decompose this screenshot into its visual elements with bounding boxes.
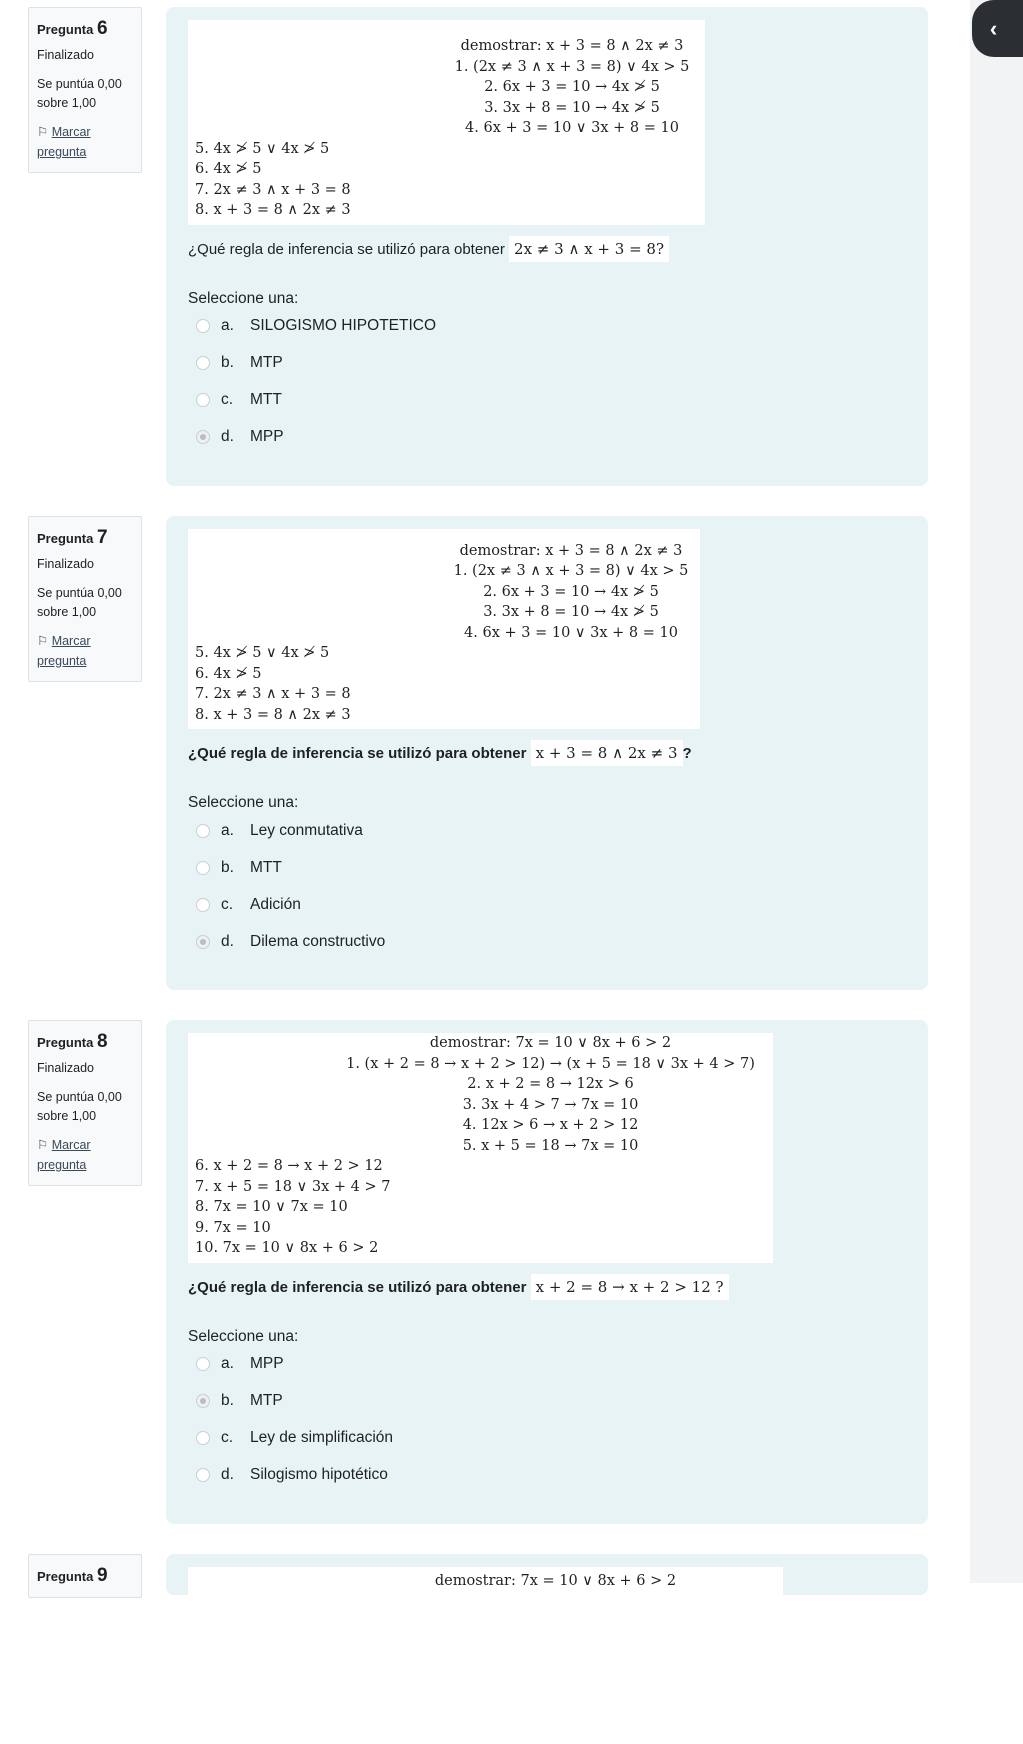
question-number-value: 6	[96, 18, 108, 39]
option-letter: d.	[221, 932, 234, 950]
proof-line: 2. 6x + 3 = 10 → 4x ≯ 5	[483, 583, 659, 600]
option-letter: c.	[221, 1429, 234, 1446]
question-grade	[37, 1088, 133, 1126]
prompt-text: ¿Qué regla de inferencia se utilizó para obtener	[188, 745, 531, 762]
question-content	[166, 1554, 928, 1596]
drawer-toggle-button[interactable]	[972, 0, 1023, 57]
proof-line: 5. 4x ≯ 5 ∨ 4x ≯ 5	[195, 140, 330, 157]
flag-question-link[interactable]	[37, 631, 133, 671]
answer-option[interactable]	[196, 382, 906, 419]
chevron-left-icon: ‹	[989, 15, 998, 41]
option-letter: c.	[221, 895, 234, 913]
flag-link-text[interactable]: pregunta	[37, 145, 87, 159]
grade-line: Se puntúa 0,00	[37, 585, 122, 600]
answer-option[interactable]	[196, 812, 906, 849]
proof-centered-lines	[443, 541, 699, 644]
option-text: MTP	[250, 1392, 283, 1409]
answer-option[interactable]	[196, 308, 906, 345]
proof-image	[188, 1033, 773, 1263]
answer-option[interactable]	[196, 849, 906, 886]
question-state: Finalizado	[37, 1061, 94, 1075]
prompt-formula: x + 3 = 8 ∧ 2x ≠ 3	[531, 740, 683, 766]
prompt-text: ¿Qué regla de inferencia se utilizó para obtener	[188, 1278, 531, 1296]
option-letter: d.	[221, 428, 234, 445]
proof-line: 7. 2x ≠ 3 ∧ x + 3 = 8	[195, 181, 351, 198]
answer-option[interactable]	[196, 923, 906, 960]
proof-line: 2. x + 2 = 8 → 12x > 6	[467, 1076, 634, 1092]
question-number-value: 8	[96, 1031, 108, 1052]
question-number	[37, 1031, 133, 1053]
select-one-label: Seleccione una:	[188, 1327, 299, 1345]
prompt-text: ¿Qué regla de inferencia se utilizó para obtener	[188, 240, 510, 258]
radio-button[interactable]	[196, 1431, 210, 1445]
proof-line: 2. 6x + 3 = 10 → 4x ≯ 5	[484, 79, 660, 95]
radio-checked[interactable]	[196, 430, 210, 444]
proof-line: 3. 3x + 8 = 10 → 4x ≯ 5	[484, 99, 660, 116]
proof-line: 4. 12x > 6 → x + 2 > 12	[462, 1117, 639, 1133]
question-state: Finalizado	[37, 48, 94, 62]
question-number-value: 9	[96, 1564, 108, 1586]
proof-line: 8. x + 3 = 8 ∧ 2x ≠ 3	[195, 202, 351, 218]
option-text: Silogismo hipotético	[250, 1466, 388, 1483]
question-6	[28, 7, 928, 486]
radio-button[interactable]	[196, 898, 210, 912]
proof-line: 5. 4x ≯ 5 ∨ 4x ≯ 5	[195, 645, 330, 661]
flag-link-text[interactable]: pregunta	[37, 653, 87, 668]
grade-line: sobre 1,00	[37, 604, 97, 619]
option-text: MPP	[250, 1355, 284, 1372]
option-text: MTT	[250, 858, 282, 876]
flag-question-link[interactable]	[37, 1135, 133, 1175]
flag-question-link[interactable]	[37, 122, 133, 162]
question-info-panel	[28, 7, 142, 173]
proof-line: 8. 7x = 10 ∨ 7x = 10	[195, 1199, 348, 1215]
question-info-panel	[28, 516, 142, 682]
proof-centered-lines	[328, 1033, 773, 1156]
flag-icon: ⚐	[37, 125, 52, 139]
question-prompt	[188, 1273, 906, 1302]
option-text: MTP	[250, 354, 283, 371]
proof-image	[188, 20, 705, 225]
grade-line: sobre 1,00	[37, 96, 97, 110]
question-grade	[37, 75, 133, 113]
radio-button[interactable]	[196, 319, 210, 333]
option-letter: b.	[221, 858, 234, 876]
radio-button[interactable]	[196, 1468, 210, 1482]
proof-line: 3. 3x + 4 > 7 → 7x = 10	[462, 1096, 639, 1113]
option-text: Ley de simplificación	[250, 1429, 394, 1446]
prompt-suffix: ?	[682, 745, 692, 762]
proof-line: 6. 4x ≯ 5	[195, 161, 262, 177]
proof-line: demostrar: x + 3 = 8 ∧ 2x ≠ 3	[459, 542, 683, 559]
question-8	[28, 1020, 928, 1524]
question-label: Pregunta	[37, 530, 97, 546]
radio-button[interactable]	[196, 356, 210, 370]
flag-link-text[interactable]: Marcar	[51, 1138, 91, 1152]
proof-line: 1. (2x ≠ 3 ∧ x + 3 = 8) ∨ 4x > 5	[454, 58, 690, 75]
question-label: Pregunta	[37, 1568, 97, 1584]
option-letter: a.	[221, 1355, 234, 1372]
proof-centered-lines	[328, 1571, 783, 1592]
proof-image	[188, 529, 700, 730]
flag-link-text[interactable]: Marcar	[51, 125, 91, 139]
option-text: SILOGISMO HIPOTETICO	[250, 317, 437, 334]
proof-line: 6. x + 2 = 8 → x + 2 > 12	[195, 1158, 383, 1174]
proof-line: 3. 3x + 8 = 10 → 4x ≯ 5	[483, 604, 659, 620]
question-label: Pregunta	[37, 22, 97, 37]
option-text: Adición	[250, 895, 301, 913]
option-text: Ley conmutativa	[250, 821, 363, 839]
answer-option[interactable]	[196, 1346, 906, 1383]
proof-line: 1. (2x ≠ 3 ∧ x + 3 = 8) ∨ 4x > 5	[453, 563, 689, 579]
option-letter: a.	[221, 317, 234, 334]
question-grade	[37, 584, 133, 622]
option-text: MTT	[250, 391, 282, 408]
proof-line: demostrar: 7x = 10 ∨ 8x + 6 > 2	[429, 1035, 672, 1051]
question-number-value: 7	[96, 526, 108, 548]
question-number	[37, 1565, 133, 1587]
answer-option[interactable]	[196, 1457, 906, 1494]
proof-image	[188, 1567, 783, 1596]
question-list	[28, 7, 928, 1744]
select-one-label: Seleccione una:	[188, 794, 299, 811]
prompt-formula: 2x ≠ 3 ∧ x + 3 = 8?	[509, 236, 669, 262]
question-state: Finalizado	[37, 556, 94, 571]
question-number	[37, 527, 133, 549]
flag-icon: ⚐	[37, 1138, 52, 1152]
answer-option[interactable]	[196, 419, 906, 456]
radio-checked[interactable]	[196, 935, 210, 949]
answer-option[interactable]	[196, 886, 906, 923]
proof-left-lines	[188, 1156, 773, 1259]
proof-line: 7. 2x ≠ 3 ∧ x + 3 = 8	[195, 686, 351, 702]
flag-link-text[interactable]: pregunta	[37, 1158, 87, 1172]
answer-options	[188, 1346, 906, 1494]
proof-line: 9. 7x = 10	[195, 1219, 271, 1236]
option-letter: b.	[221, 354, 234, 371]
question-info-panel	[28, 1554, 142, 1598]
proof-left-lines	[188, 139, 705, 221]
proof-line: 10. 7x = 10 ∨ 8x + 6 > 2	[195, 1240, 379, 1256]
option-letter: c.	[221, 391, 234, 408]
question-content	[166, 516, 928, 991]
grade-line: Se puntúa 0,00	[37, 1090, 122, 1104]
radio-button[interactable]	[196, 1357, 210, 1371]
proof-line: 5. x + 5 = 18 → 7x = 10	[462, 1137, 639, 1154]
proof-line: demostrar: x + 3 = 8 ∧ 2x ≠ 3	[460, 38, 684, 54]
answer-options	[188, 308, 906, 456]
question-prompt	[188, 235, 906, 264]
proof-line: 1. (x + 2 = 8 → x + 2 > 12) → (x + 5 = 18 ∨ 3x + 4 > 7)	[346, 1055, 755, 1072]
flag-link-text[interactable]: Marcar	[51, 633, 91, 648]
proof-line: 8. x + 3 = 8 ∧ 2x ≠ 3	[195, 706, 351, 723]
question-7	[28, 516, 928, 991]
question-label: Pregunta	[37, 1035, 97, 1050]
question-9	[28, 1554, 928, 1714]
question-number	[37, 18, 133, 40]
radio-button[interactable]	[196, 861, 210, 875]
prompt-formula: x + 2 = 8 → x + 2 > 12 ?	[531, 1274, 729, 1300]
grade-line: sobre 1,00	[37, 1109, 97, 1123]
radio-checked[interactable]	[196, 1394, 210, 1408]
proof-line: 6. 4x ≯ 5	[195, 665, 262, 682]
proof-line: demostrar: 7x = 10 ∨ 8x + 6 > 2	[434, 1572, 677, 1589]
proof-line: 4. 6x + 3 = 10 ∨ 3x + 8 = 10	[465, 120, 679, 136]
answer-option[interactable]	[196, 345, 906, 382]
question-content	[166, 7, 928, 486]
radio-button[interactable]	[196, 393, 210, 407]
select-one-label: Seleccione una:	[188, 289, 299, 307]
answer-option[interactable]	[196, 1420, 906, 1457]
flag-icon: ⚐	[37, 633, 52, 648]
option-text: Dilema constructivo	[250, 932, 386, 950]
radio-button[interactable]	[196, 824, 210, 838]
proof-centered-lines	[443, 36, 701, 139]
option-letter: a.	[221, 821, 234, 839]
option-text: MPP	[250, 428, 284, 445]
question-info-panel	[28, 1020, 142, 1186]
answer-options	[188, 812, 906, 960]
grade-line: Se puntúa 0,00	[37, 77, 122, 91]
option-letter: b.	[221, 1392, 234, 1409]
answer-option[interactable]	[196, 1383, 906, 1420]
proof-line: 4. 6x + 3 = 10 ∨ 3x + 8 = 10	[464, 624, 678, 641]
question-content	[166, 1020, 928, 1524]
right-drawer-strip	[970, 0, 1023, 1583]
question-prompt	[188, 739, 906, 768]
proof-line: 7. x + 5 = 18 ∨ 3x + 4 > 7	[195, 1178, 391, 1195]
proof-left-lines	[188, 643, 700, 725]
option-letter: d.	[221, 1466, 234, 1483]
